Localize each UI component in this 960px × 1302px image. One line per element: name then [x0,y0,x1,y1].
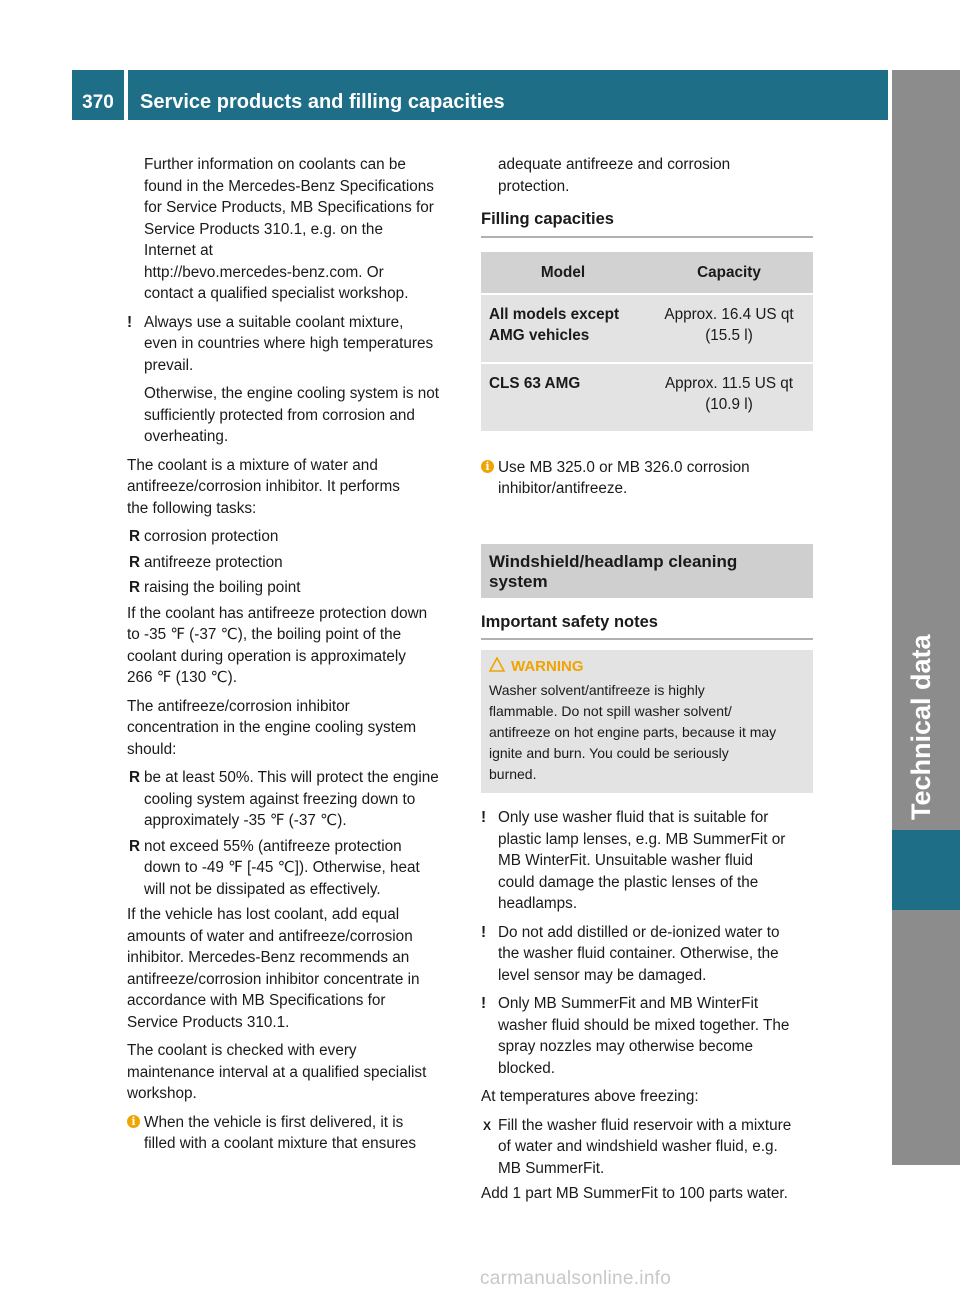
watermark: carmanualsonline.info [480,1268,672,1289]
boiling-point-paragraph: If the coolant has antifreeze protection down to -35 ℉ (-37 ℃), the boiling point of the coolant during operation is approximately 266 ℉ (130 ℃). [127,604,428,686]
table-header-capacity: Capacity [645,252,813,294]
safety-notes-heading: Important safety notes [481,612,813,641]
note-text-continued: Otherwise, the engine cooling system is not sufficiently protected from corrosion and overheating. [144,385,440,445]
bullet-icon: R [129,769,141,786]
list-item-text: antifreeze protection [144,553,283,571]
section-heading-windshield: Windshield/headlamp cleaning system [481,544,813,598]
table-cell-capacity: Approx. 11.5 US qt (10.9 l) [645,363,813,432]
capacity-table [481,252,813,433]
exclamation-icon: ! [481,809,487,826]
note-washer-fluid [481,807,813,915]
warning-title-text: WARNING [511,658,584,675]
info-icon: i [127,1115,140,1128]
page-number: 370 [72,70,124,120]
table-cell-model: All models except AMG vehicles [481,294,645,363]
warning-triangle-icon [489,657,505,672]
concentration-paragraph: The antifreeze/corrosion inhibitor concentration in the engine cooling system should: [127,697,417,758]
info-note-corrosion-inhibitor [481,457,813,500]
note-text: Only MB SummerFit and MB WinterFit washer fluid should be mixed together. The spray nozzles may otherwise become blocked. [498,995,790,1077]
list-item [127,577,462,599]
coolant-info-paragraph: Further information on coolants can be found in the Mercedes-Benz Specifications for Service Products, MB Specifications for Service Products 310.1, e.g. on the Internet at http://bevo.mercedes-benz.com. Or contact a qualified specialist workshop. [144,156,434,302]
info-icon: i [481,460,494,473]
coolant-description: The coolant is a mixture of water and antifreeze/corrosion inhibitor. It performs the following tasks: [127,456,400,517]
ratio-paragraph: Add 1 part MB SummerFit to 100 parts water. [481,1185,788,1202]
list-item [127,836,462,901]
list-item-text: corrosion protection [144,528,279,545]
header-bar [128,70,888,120]
list-item [127,767,462,832]
info-text-continued: adequate antifreeze and corrosion protection. [498,156,731,195]
bullet-icon: R [129,579,141,596]
exclamation-icon: ! [481,923,487,941]
warning-box [481,650,813,793]
bullet-icon: R [129,528,141,545]
note-mixing [481,993,813,1079]
list-item-text: raising the boiling point [144,579,301,596]
table-cell-model: CLS 63 AMG [481,363,645,432]
bullet-icon: R [129,837,141,855]
list-item [127,552,462,574]
page-title: Service products and filling capacities [140,91,505,113]
note-text: Always use a suitable coolant mixture, even in countries where high temperatures prevail. [144,313,434,374]
warning-title [489,656,805,677]
lost-coolant-paragraph: If the vehicle has lost coolant, add equal amounts of water and antifreeze/corrosion inhibitor. Mercedes-Benz recommends an antifreeze/corrosion inhibitor concentrate in accordance with MB Specifications for Service Products 310.1. [127,906,420,1031]
maintenance-paragraph: The coolant is checked with every maintenance interval at a qualified specialist workshop. [127,1042,427,1102]
side-tab [892,70,960,1165]
info-note-delivery [127,1112,462,1155]
list-item [127,526,462,548]
table-header-model: Model [481,252,645,294]
warning-text: Washer solvent/antifreeze is highly flammable. Do not spill washer solvent/ antifreeze on hot engine parts, because it may ignite and burn. You could be seriously burned. [489,682,777,782]
note-distilled-water [481,922,813,987]
bullet-icon: R [129,553,141,571]
table-cell-capacity: Approx. 16.4 US qt (15.5 l) [645,294,813,363]
table-row [481,294,813,363]
right-column [481,154,813,1212]
exclamation-icon: ! [481,995,487,1012]
step-arrow-icon: X [483,1118,492,1133]
note-text: Only use washer fluid that is suitable for plastic lamp lenses, e.g. MB SummerFit or MB WinterFit. Unsuitable washer fluid could damage the plastic lenses of the headlamps. [498,809,786,912]
step-text: Fill the washer fluid reservoir with a mixture of water and windshield washer fluid, e.g. MB SummerFit. [498,1116,792,1177]
info-text: When the vehicle is first delivered, it is filled with a coolant mixture that ensures [144,1113,417,1152]
table-row [481,363,813,432]
note-coolant-mixture [127,312,462,448]
left-column [127,154,462,1162]
filling-capacities-heading: Filling capacities [481,209,813,238]
side-tab-marker [892,830,960,910]
list-item-text: be at least 50%. This will protect the engine cooling system against freezing down to approximately -35 ℉ (-37 ℃). [144,769,439,829]
exclamation-icon: ! [127,313,133,331]
info-text: Use MB 325.0 or MB 326.0 corrosion inhibitor/antifreeze. [498,458,750,497]
list-item-text: not exceed 55% (antifreeze protection down to -49 ℉ [-45 ℃]). Otherwise, heat will not be dissipated as effectively. [144,837,420,898]
note-text: Do not add distilled or de-ionized water to the washer fluid container. Otherwise, the level sensor may be damaged. [498,923,780,984]
side-tab-label: Technical data [906,634,936,820]
step-item [481,1115,813,1180]
temperature-paragraph: At temperatures above freezing: [481,1088,699,1105]
